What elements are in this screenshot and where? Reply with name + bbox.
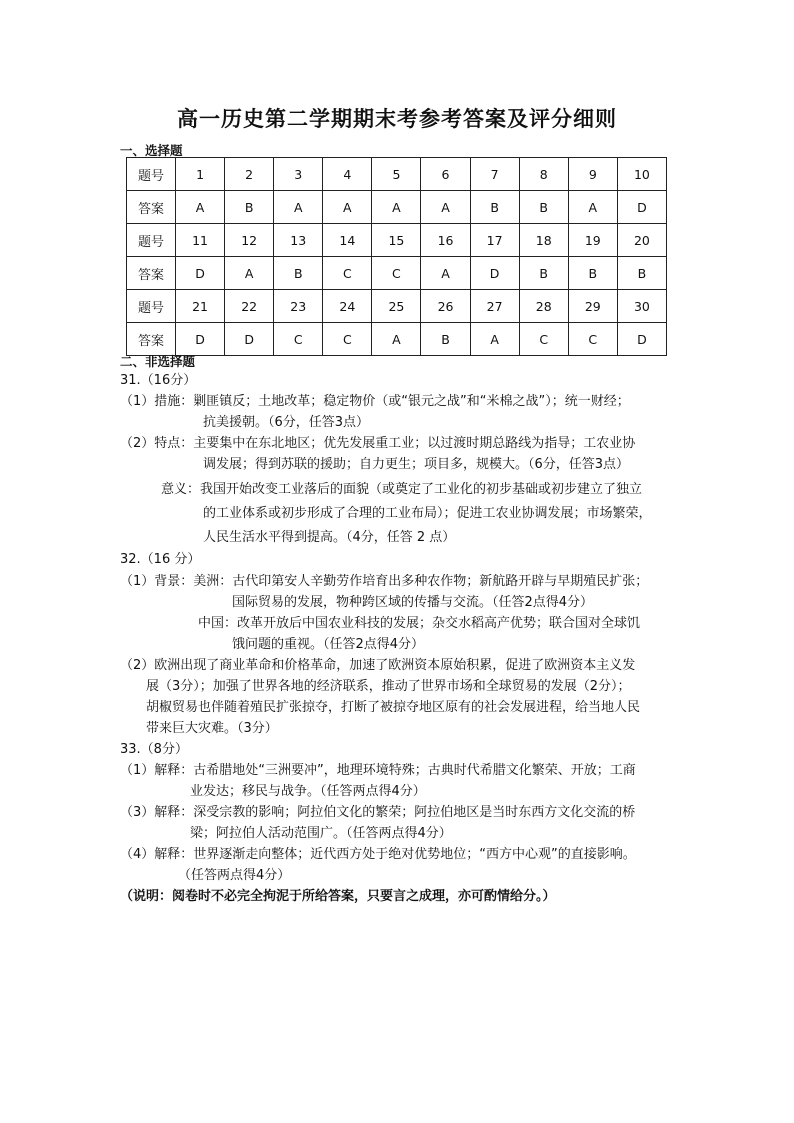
row-label: 题号 xyxy=(127,158,176,191)
q32-line: （2）欧洲出现了商业革命和价格革命，加速了欧洲资本原始积累，促进了欧洲资本主义发 xyxy=(120,658,636,673)
table-cell: 5 xyxy=(372,158,421,191)
section-heading-non-choice: 二、非选择题 xyxy=(120,354,196,369)
table-cell: A xyxy=(568,191,617,224)
page-title: 高一历史第二学期期末考参考答案及评分细则 xyxy=(177,107,617,131)
table-cell: D xyxy=(176,323,225,356)
table-row xyxy=(127,191,667,224)
q31-line: 抗美援朝。（6分，任答3点） xyxy=(203,415,370,430)
table-cell: 7 xyxy=(470,158,519,191)
table-cell: B xyxy=(421,323,470,356)
q32-line: 胡椒贸易也伴随着殖民扩张掠夺，打断了被掠夺地区原有的社会发展进程，给当地人民 xyxy=(146,700,641,715)
table-cell: B xyxy=(568,257,617,290)
table-cell: B xyxy=(274,257,323,290)
row-label: 题号 xyxy=(127,224,176,257)
table-cell: C xyxy=(323,323,372,356)
q32-line: 带来巨大灾难。（3分） xyxy=(146,721,278,736)
row-label: 答案 xyxy=(127,257,176,290)
q33-line: （1）解释：古希腊地处“三洲要冲”，地理环境特殊；古典时代希腊文化繁荣、开放；工商 xyxy=(120,763,636,778)
table-cell: 18 xyxy=(519,224,568,257)
q32-line: 国际贸易的发展，物种跨区域的传播与交流。（任答2点得4分） xyxy=(232,595,594,610)
table-cell: D xyxy=(176,257,225,290)
table-cell: 14 xyxy=(323,224,372,257)
table-cell: 24 xyxy=(323,290,372,323)
section-heading-multiple-choice: 一、选择题 xyxy=(120,143,183,158)
table-cell: C xyxy=(519,323,568,356)
q31-line: 意义：我国开始改变工业落后的面貌（或奠定了工业化的初步基础或初步建立了独立 xyxy=(161,482,643,497)
table-cell: 30 xyxy=(617,290,666,323)
table-cell: 1 xyxy=(176,158,225,191)
q33-line: 业发达；移民与战争。（任答两点得4分） xyxy=(190,784,426,799)
q33-line: （4）解释：世界逐渐走向整体；近代西方处于绝对优势地位；“西方中心观”的直接影响。 xyxy=(120,847,636,862)
table-cell: C xyxy=(568,323,617,356)
table-cell: 17 xyxy=(470,224,519,257)
row-label: 答案 xyxy=(127,323,176,356)
table-cell: 11 xyxy=(176,224,225,257)
table-cell: A xyxy=(323,191,372,224)
table-cell: C xyxy=(323,257,372,290)
answer-table xyxy=(126,157,667,356)
table-cell: D xyxy=(617,323,666,356)
table-cell: B xyxy=(470,191,519,224)
table-cell: 15 xyxy=(372,224,421,257)
q31-line: （2）特点：主要集中在东北地区；优先发展重工业；以过渡时期总路线为指导；工农业协 xyxy=(120,436,636,451)
table-cell: 20 xyxy=(617,224,666,257)
row-label: 答案 xyxy=(127,191,176,224)
table-cell: 2 xyxy=(225,158,274,191)
table-row xyxy=(127,290,667,323)
table-cell: D xyxy=(225,323,274,356)
row-label: 题号 xyxy=(127,290,176,323)
table-cell: 26 xyxy=(421,290,470,323)
table-cell: 6 xyxy=(421,158,470,191)
table-cell: A xyxy=(421,257,470,290)
table-cell: 25 xyxy=(372,290,421,323)
q33-line: 梁；阿拉伯人活动范围广。（任答两点得4分） xyxy=(190,826,452,841)
q33-heading: 33.（8分） xyxy=(120,742,188,757)
table-row xyxy=(127,224,667,257)
table-cell: 3 xyxy=(274,158,323,191)
table-cell: A xyxy=(372,191,421,224)
table-cell: 13 xyxy=(274,224,323,257)
table-cell: A xyxy=(421,191,470,224)
table-cell: A xyxy=(225,257,274,290)
q32-line: 展（3分）；加强了世界各地的经济联系，推动了世界市场和全球贸易的发展（2分）； xyxy=(146,679,631,694)
grading-note: （说明：阅卷时不必完全拘泥于所给答案，只要言之成理，亦可酌情给分。） xyxy=(120,889,556,904)
table-cell: 9 xyxy=(568,158,617,191)
table-cell: B xyxy=(225,191,274,224)
table-cell: D xyxy=(617,191,666,224)
q32-heading: 32.（16 分） xyxy=(120,552,201,567)
table-cell: 8 xyxy=(519,158,568,191)
table-cell: 12 xyxy=(225,224,274,257)
q33-line: （任答两点得4分） xyxy=(178,868,291,883)
q33-line: （3）解释：深受宗教的影响；阿拉伯文化的繁荣；阿拉伯地区是当时东西方文化交流的桥 xyxy=(120,805,636,820)
table-cell: 22 xyxy=(225,290,274,323)
table-cell: 21 xyxy=(176,290,225,323)
table-cell: 4 xyxy=(323,158,372,191)
table-cell: A xyxy=(176,191,225,224)
table-cell: C xyxy=(274,323,323,356)
q32-line: 饿问题的重视。（任答2点得4分） xyxy=(232,637,425,652)
table-cell: A xyxy=(274,191,323,224)
table-cell: A xyxy=(470,323,519,356)
table-cell: 16 xyxy=(421,224,470,257)
table-row xyxy=(127,257,667,290)
table-cell: 27 xyxy=(470,290,519,323)
q31-heading: 31.（16分） xyxy=(120,373,197,388)
table-cell: 10 xyxy=(617,158,666,191)
table-cell: C xyxy=(372,257,421,290)
table-cell: B xyxy=(519,191,568,224)
table-cell: 23 xyxy=(274,290,323,323)
q31-line: 人民生活水平得到提高。（4分，任答 2 点） xyxy=(203,530,456,545)
q31-line: （1）措施：剿匪镇反；土地改革；稳定物价（或“银元之战”和“米棉之战”）；统一财经； xyxy=(120,394,630,409)
table-cell: 28 xyxy=(519,290,568,323)
table-row xyxy=(127,323,667,356)
table-cell: 19 xyxy=(568,224,617,257)
table-cell: A xyxy=(372,323,421,356)
q32-line: 中国：改革开放后中国农业科技的发展；杂交水稻高产优势；联合国对全球饥 xyxy=(198,616,641,631)
q32-line: （1）背景：美洲：古代印第安人辛勤劳作培育出多种农作物；新航路开辟与早期殖民扩张； xyxy=(120,574,649,589)
q31-line: 调发展；得到苏联的援助；自力更生；项目多，规模大。（6分，任答3点） xyxy=(203,457,630,472)
table-cell: B xyxy=(617,257,666,290)
table-cell: D xyxy=(470,257,519,290)
table-row xyxy=(127,158,667,191)
table-cell: B xyxy=(519,257,568,290)
table-cell: 29 xyxy=(568,290,617,323)
q31-line: 的工业体系或初步形成了合理的工业布局）；促进工农业协调发展；市场繁荣， xyxy=(203,506,652,521)
